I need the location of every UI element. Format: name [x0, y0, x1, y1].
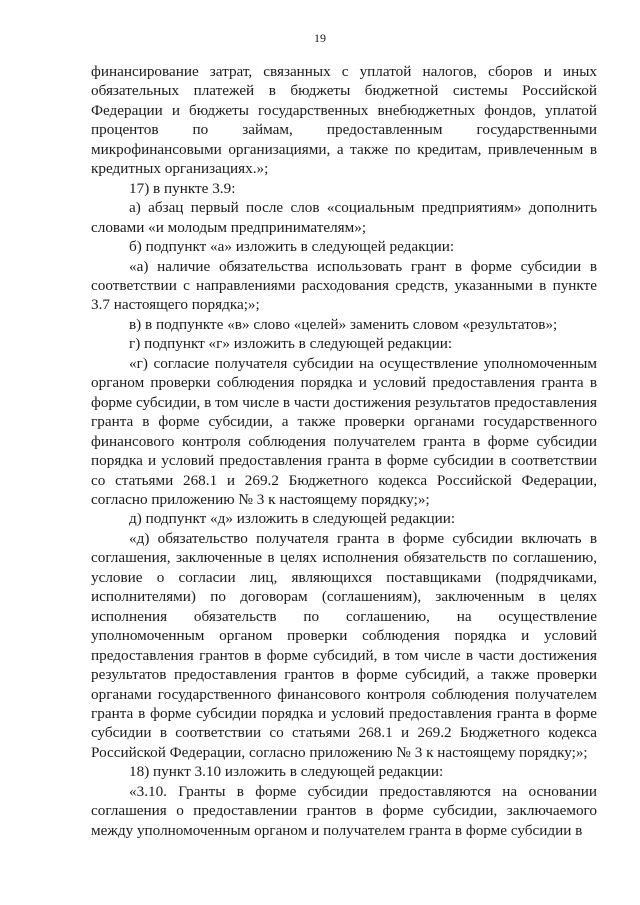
- paragraph-item-17-b-text: «а) наличие обязательства использовать грант в форме субсидии в соответствии с направлениями расходования средств, указанными в пункте 3.7 настоящего порядка;»;: [91, 257, 597, 314]
- paragraph-item-17: 17) в пункте 3.9:: [129, 179, 236, 197]
- paragraph-item-17-a: а) абзац первый после слов «социальным предприятиям» дополнить словами «и молодым предпринимателям»;: [91, 199, 597, 236]
- paragraph-item-18: 18) пункт 3.10 изложить в следующей редакции:: [129, 763, 444, 781]
- paragraph-item-17-b: б) подпункт «а» изложить в следующей редакции:: [129, 238, 455, 256]
- paragraph-item-17-g: г) подпункт «г» изложить в следующей редакции:: [129, 335, 453, 353]
- paragraph-item-17-v: в) в подпункте «в» слово «целей» заменить словом «результатов»;: [129, 315, 558, 333]
- paragraph-item-17-d: д) подпункт «д» изложить в следующей редакции:: [129, 510, 456, 528]
- paragraph-item-17-d-text: «д) обязательство получателя гранта в форме субсидии включать в соглашения, заключенные в целях исполнения обязательств по соглашению, условие о согласии лиц, являющихся поставщиками (подрядчиками, исполнителями) по договорам (соглашениям), заключенным в целях исполнения обязательств по соглашению, на осуществление уполномоченным органом проверки соблюдения порядка и условий предоставления грантов в форме субсидий, в том числе в части достижения результатов предоставления грантов в форме субсидий, а также проверки органами государственного финансового контроля соблюдения получателем гранта в форме субсидии порядка и условий предоставления гранта в форме субсидии в соответствии со статьями 268.1 и 269.2 Бюджетного кодекса Российской Федерации, согласно приложению № 3 к настоящему порядку;»;: [91, 529, 597, 761]
- paragraph-continuation: финансирование затрат, связанных с уплатой налогов, сборов и иных обязательных платежей в бюджеты бюджетной системы Российской Федерации и бюджеты государственных внебюджетных фондов, уплатой процентов по займам, предоставленным государственными микрофинансовыми организациями, а также по кредитам, привлеченным в кредитных организациях.»;: [91, 63, 597, 178]
- page-number: 19: [314, 31, 326, 45]
- document-body: [91, 62, 597, 840]
- paragraph-item-17-g-text: «г) согласие получателя субсидии на осуществление уполномоченным органом проверки соблюдения порядка и условий предоставления гранта в форме субсидии, в том числе в части достижения результатов предоставления гранта в форме субсидии, а также проверки органами государственного финансового контроля соблюдения получателем гранта в форме субсидии порядка и условий предоставления гранта в форме субсидии в соответствии со статьями 268.1 и 269.2 Бюджетного кодекса Российской Федерации, согласно приложению № 3 к настоящему порядку;»;: [91, 354, 597, 508]
- paragraph-item-18-text: «3.10. Гранты в форме субсидии предоставляются на основании соглашения о предоставлении грантов в форме субсидии, заключаемого между уполномоченным органом и получателем гранта в форме субсидии в: [91, 782, 597, 839]
